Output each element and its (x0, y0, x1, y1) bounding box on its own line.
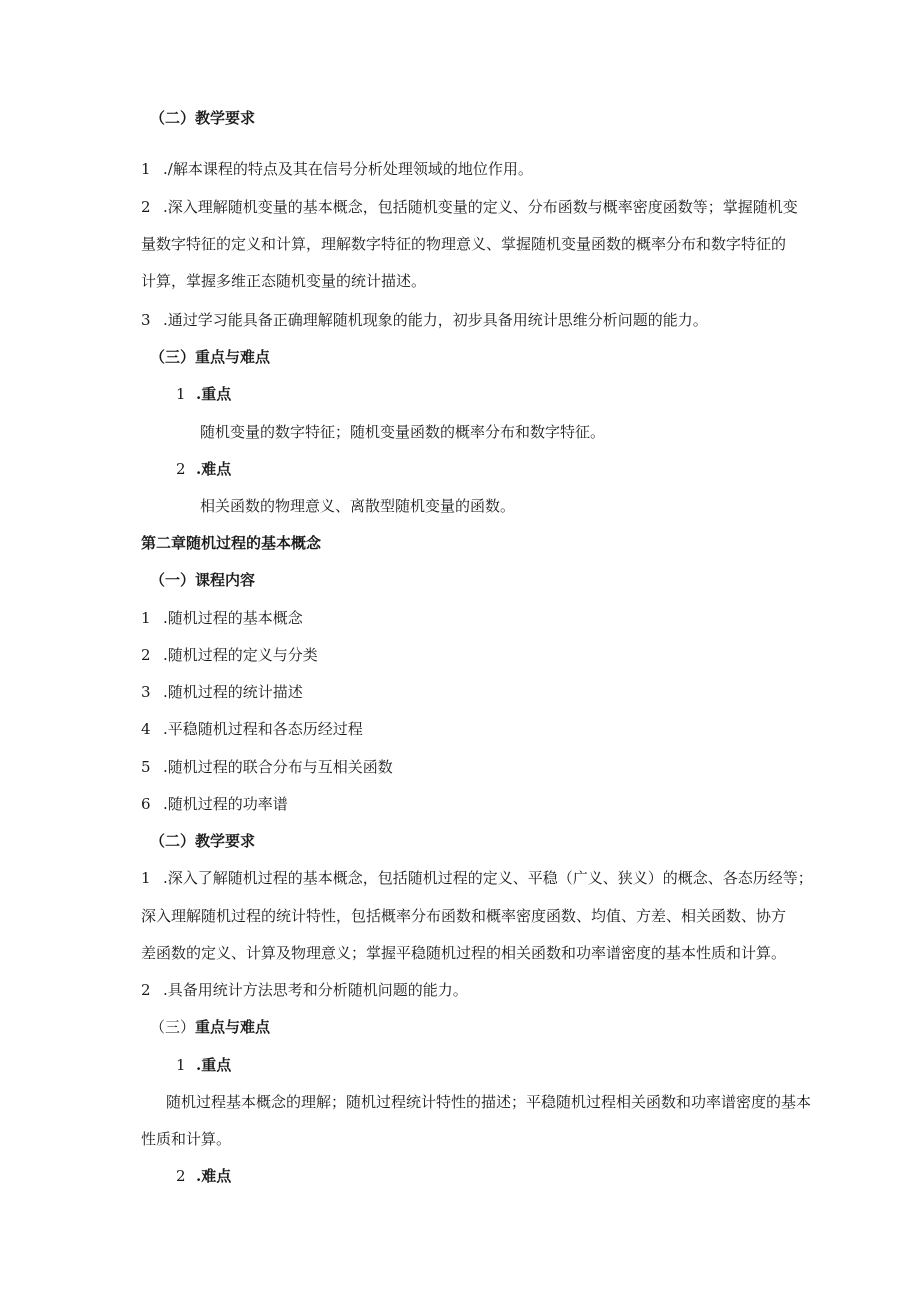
paragraph-continued: 性质和计算。 (141, 1130, 232, 1148)
list-item (141, 794, 288, 814)
list-item (141, 310, 708, 330)
paragraph: 相关函数的物理意义、离散型随机变量的函数。 (200, 497, 516, 515)
list-text: .随机过程的统计描述 (163, 683, 303, 701)
list-number: 3 (141, 683, 151, 701)
list-text: .随机过程的基本概念 (163, 609, 303, 627)
list-item (141, 719, 363, 739)
list-text: .随机过程的联合分布与互相关函数 (163, 758, 393, 776)
list-number: 1 (141, 160, 151, 178)
list-text: .随机过程的定义与分类 (163, 646, 318, 664)
paragraph: 随机变量的数字特征；随机变量函数的概率分布和数字特征。 (200, 423, 606, 441)
list-number: 2 (141, 198, 151, 216)
section-heading-content: （一）课程内容 (150, 571, 256, 589)
list-number: 4 (141, 720, 151, 738)
subheading-number: 2 (176, 460, 186, 478)
list-item (141, 868, 813, 888)
subheading-difficulty (176, 459, 231, 479)
list-item (141, 159, 533, 179)
section-heading-requirements: （二）教学要求 (150, 109, 256, 127)
list-item (141, 197, 798, 217)
subheading-key (176, 1055, 231, 1075)
list-item (141, 682, 303, 702)
list-text-continued: 深入理解随机过程的统计特性，包括概率分布函数和概率密度函数、均值、方差、相关函数、协方 (141, 907, 787, 925)
subheading-key (176, 384, 231, 404)
list-text: ./解本课程的特点及其在信号分析处理领域的地位作用。 (163, 160, 533, 178)
paragraph: 随机过程基本概念的理解；随机过程统计特性的描述；平稳随机过程相关函数和功率谱密度的基本 (166, 1093, 812, 1111)
list-item (141, 980, 468, 1000)
list-text-continued: 计算，掌握多维正态随机变量的统计描述。 (141, 272, 427, 290)
list-number: 1 (141, 869, 151, 887)
subheading-label: .重点 (196, 1056, 232, 1074)
list-number: 1 (141, 609, 151, 627)
subheading-number: 2 (176, 1167, 186, 1185)
subheading-difficulty (176, 1166, 231, 1186)
subheading-label: .难点 (196, 460, 232, 478)
list-text: .随机过程的功率谱 (163, 795, 288, 813)
section-heading-requirements: （二）教学要求 (150, 832, 256, 850)
section-heading-key-points: （三）重点与难点 (150, 348, 271, 366)
list-text: .通过学习能具备正确理解随机现象的能力，初步具备用统计思维分析问题的能力。 (163, 311, 708, 329)
heading-text: 重点与难点 (195, 1018, 271, 1036)
subheading-label: .难点 (196, 1167, 232, 1185)
heading-prefix: （三） (150, 1018, 196, 1036)
list-item (141, 757, 393, 777)
list-number: 3 (141, 311, 151, 329)
list-number: 2 (141, 981, 151, 999)
subheading-number: 1 (176, 1056, 186, 1074)
list-item (141, 608, 303, 628)
list-number: 6 (141, 795, 151, 813)
list-text: .深入了解随机过程的基本概念，包括随机过程的定义、平稳（广义、狭义）的概念、各态历经等； (163, 869, 813, 887)
section-heading-key-points (150, 1017, 270, 1037)
list-number: 5 (141, 758, 151, 776)
chapter-title: 第二章随机过程的基本概念 (141, 534, 322, 552)
subheading-number: 1 (176, 385, 186, 403)
subheading-label: .重点 (196, 385, 232, 403)
list-text-continued: 量数字特征的定义和计算，理解数字特征的物理意义、掌握随机变量函数的概率分布和数字特征的 (141, 235, 787, 253)
list-text: .具备用统计方法思考和分析随机问题的能力。 (163, 981, 468, 999)
list-text: .平稳随机过程和各态历经过程 (163, 720, 363, 738)
list-text-continued: 差函数的定义、计算及物理意义；掌握平稳随机过程的相关函数和功率谱密度的基本性质和计算。 (141, 944, 787, 962)
list-text: .深入理解随机变量的基本概念，包括随机变量的定义、分布函数与概率密度函数等；掌握随机变 (163, 198, 798, 216)
list-number: 2 (141, 646, 151, 664)
list-item (141, 645, 318, 665)
